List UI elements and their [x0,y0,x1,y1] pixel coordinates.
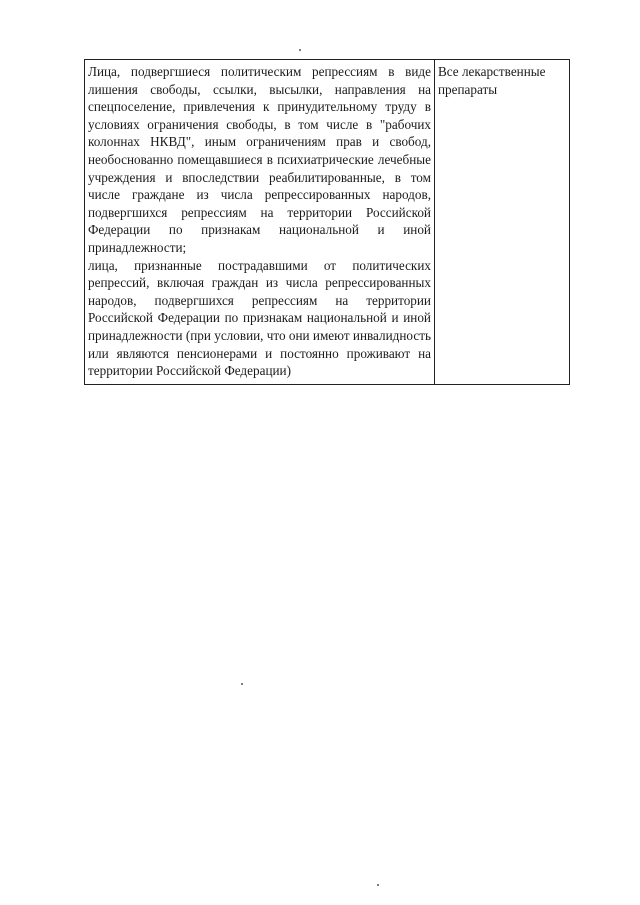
benefit-text: Все лекарственные препараты [438,64,546,97]
benefits-table [84,59,570,385]
category-paragraph-2: лица, признанные пострадавшими от политических репрессий, включая граждан из числа репрессированных народов, подвергшихся репрессиям на территории Российской Федерации по признакам национальной и иной принадлежности (при условии, что они имеют инвалидность или являются пенсионерами и постоянно проживают на территории Российской Федерации) [88,257,431,379]
scan-speck [241,683,243,685]
scan-speck [377,884,379,886]
scan-speck [299,49,301,51]
beneficiary-category-cell [85,60,435,385]
table-row [85,60,570,385]
category-paragraph-1: Лица, подвергшиеся политическим репрессиям в виде лишения свободы, ссылки, высылки, направления на спецпоселение, привлечения к принудительному труду в условиях ограничения свободы, в том числе в "рабочих колоннах НКВД", иным ограничениям прав и свобод, необоснованно помещавшиеся в психиатрические лечебные учреждения и впоследствии реабилитированные, в том числе граждане из числа репрессированных народов, подвергшихся репрессиям на территории Российской Федерации по признакам национальной и иной принадлежности; [88,64,431,255]
benefit-cell [435,60,570,385]
